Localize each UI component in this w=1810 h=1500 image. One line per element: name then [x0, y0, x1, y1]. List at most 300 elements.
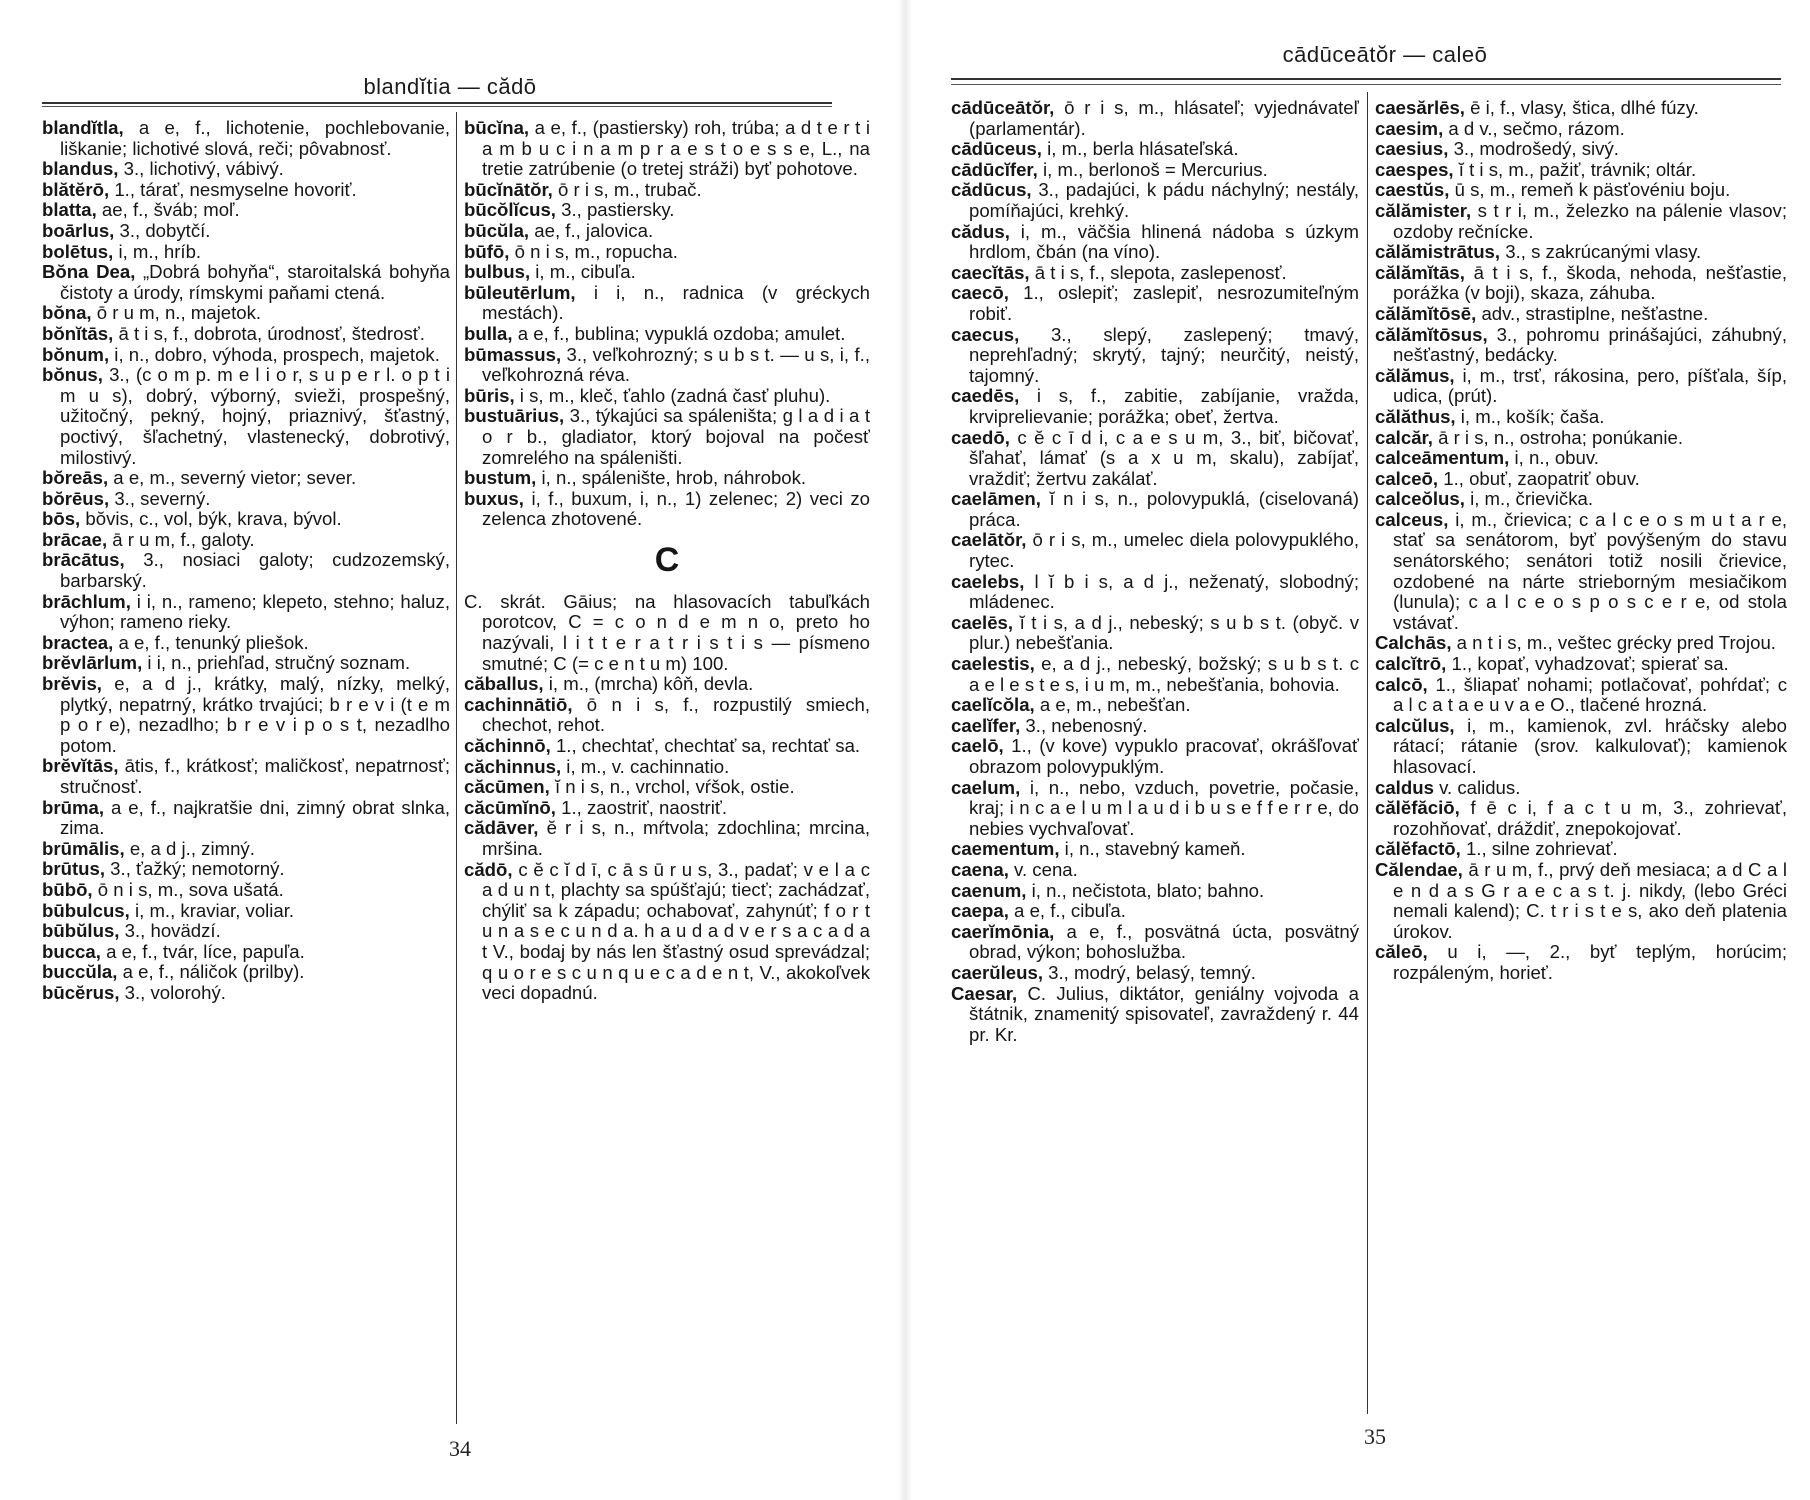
entry-definition: a e, f., bublina; vypuklá ozdoba; amulet. — [512, 322, 846, 344]
dictionary-entry — [1375, 675, 1787, 716]
entry-definition: a e, m., severný vietor; sever. — [108, 467, 357, 489]
dictionary-entry — [464, 283, 870, 324]
entry-headword: brĕvĭtās, — [42, 755, 119, 777]
dictionary-entry — [464, 262, 870, 283]
entry-headword: bŏreās, — [42, 467, 109, 489]
entry-definition: ā r i s, n., ostroha; ponúkanie. — [1432, 426, 1684, 448]
dictionary-entry — [951, 736, 1359, 777]
dictionary-entry — [951, 716, 1359, 737]
dictionary-entry — [1375, 407, 1787, 428]
entry-definition: 3., padajúci, k pádu náchylný; nestály, pomíňajúci, krehký. — [969, 179, 1359, 221]
entry-definition: c ĕ c ĭ d ī, c ā s ū r u s, 3., padať; v e l a c a d u n t, plachty sa spúšťajú; tiecť; zachádzať, chýliť sa k západu; ochabovať, zahynúť; f o r t u n a s e c u n d a. h a u d a d v e r s a c a d a t V., bodaj by nás len šťastný osud sprevádzal; q u o r e s c u n q u e c a d e n t, V., akokoľvek veci dopadnú. — [482, 858, 870, 1004]
dictionary-entry — [1375, 263, 1787, 304]
entry-headword: caestŭs, — [1375, 179, 1450, 201]
entry-headword: cādūceus, — [951, 138, 1042, 160]
entry-definition: i i, n., priehľad, stručný soznam. — [142, 652, 411, 674]
entry-headword: blatta, — [42, 199, 97, 221]
entry-headword: calceāmentum, — [1375, 447, 1510, 469]
entry-definition: i, m., kamienok, zvl. hráčsky alebo rátací; rátanie (srov. kalkulovať); kamienok hlasovací. — [1393, 714, 1787, 777]
entry-headword: caelestis, — [951, 653, 1035, 675]
left-column-1 — [42, 118, 450, 1418]
entry-definition: ō r i s, m., trubač. — [552, 178, 702, 200]
entry-headword: căcūmen, — [464, 776, 550, 798]
right-running-head: cādūceātŏr — caleō — [1282, 42, 1488, 67]
entry-definition: a n t i s, m., veštec grécky pred Trojou. — [1451, 632, 1776, 654]
entry-definition: 1., tárať, nesmyselne hovoriť. — [109, 178, 357, 200]
entry-definition: 3., týkajúci sa spáleništa; g l a d i a t o r b., gladiator, ktorý bojoval na počesť zomrelého na spáleništi. — [482, 405, 870, 468]
entry-headword: călăthus, — [1375, 405, 1456, 427]
left-column-2-c-entries — [464, 592, 870, 1004]
dictionary-entry — [951, 530, 1359, 571]
dictionary-entry — [951, 901, 1359, 922]
left-column-2-b-entries — [464, 118, 870, 530]
entry-headword: caerŭleus, — [951, 961, 1043, 983]
entry-definition: i, n., nebo, vzduch, povetrie, počasie, kraj; i n c a e l u m l a u d i b u s e f f e r r e, do nebies vychvaľovať. — [969, 776, 1359, 839]
entry-definition: ō r u m, n., majetok. — [91, 302, 262, 324]
right-page-number: 35 — [1364, 1424, 1386, 1449]
entry-headword: blătĕrō, — [42, 178, 110, 200]
entry-headword: căchinnus, — [464, 755, 562, 777]
dictionary-entry — [1375, 98, 1787, 119]
entry-headword: būmassus, — [464, 343, 562, 365]
dictionary-entry — [42, 962, 450, 983]
dictionary-entry — [1375, 160, 1787, 181]
dictionary-entry — [951, 98, 1359, 139]
entry-definition: ā r u m, f., galoty. — [107, 528, 255, 550]
dictionary-entry — [464, 489, 870, 530]
dictionary-entry — [464, 468, 870, 489]
entry-definition: e, a d j., nebeský, božský; s u b s t. c a e l e s t e s, i u m, m., nebešťania, bohovia. — [969, 653, 1359, 695]
dictionary-entry — [42, 468, 450, 489]
entry-definition: i, m., trsť, rákosina, pero, píšťala, šíp, udica, (prút). — [1393, 364, 1787, 407]
dictionary-entry — [42, 530, 450, 551]
entry-definition: i, m., kraviar, voliar. — [129, 899, 295, 921]
entry-headword: calcō, — [1375, 673, 1428, 695]
dictionary-entry — [1375, 510, 1787, 634]
dictionary-entry — [42, 942, 450, 963]
entry-headword: brĕvis, — [42, 673, 102, 695]
entry-definition: i, f., buxum, i, n., 1) zelenec; 2) veci zo zelenca zhotovené. — [482, 487, 870, 530]
dictionary-entry — [1375, 489, 1787, 510]
entry-definition: C. Julius, diktátor, geniálny vojvoda a štátnik, znamenitý spisovateľ, zavraždený r. 44 pr. Kr. — [969, 982, 1359, 1045]
entry-headword: cădāver, — [464, 817, 539, 839]
entry-definition: i, m., košík; čaša. — [1455, 405, 1605, 427]
entry-definition: i i, n., rameno; klepeto, stehno; haluz, výhon; rameno rieky. — [60, 590, 450, 633]
dictionary-entry — [42, 756, 450, 797]
entry-definition: ae, f., šváb; moľ. — [96, 199, 240, 221]
entry-headword: caelum, — [951, 776, 1021, 798]
left-column-2 — [464, 118, 870, 1418]
dictionary-entry — [1375, 242, 1787, 263]
entry-definition: ā t i s, f., škoda, nehoda, nešťastie, porážka (v boji), skaza, záhuba. — [1393, 261, 1787, 304]
entry-headword: caelebs, — [951, 570, 1025, 592]
entry-headword: caelō, — [951, 735, 1004, 757]
entry-definition: a e, f., (pastiersky) roh, trúba; a d t e r t i a m b u c i n a m p r a e s t o e s s e, L., na tretie zatrúbenie (o tretej stráži) byť pohotove. — [482, 118, 870, 180]
entry-definition: ae, f., jalovica. — [529, 219, 654, 241]
dictionary-entry — [951, 428, 1359, 490]
entry-headword: calcŭlus, — [1375, 714, 1455, 736]
entry-definition: ō r i s, m., hlásateľ; vyjednávateľ (parlamentár). — [969, 98, 1359, 139]
entry-definition: i, m., črievica; c a l c e o s m u t a r e, stať sa senátorom, byť povýšeným do stavu senátorského; senátori totiž nosili črievice, ozdobené na nárte strieborným mesiačikom (lunula); c a l c e o s p o s c e r e, od stola vstávať. — [1393, 508, 1787, 633]
dictionary-entry — [1375, 839, 1787, 860]
entry-definition: 3., volorohý. — [119, 981, 226, 1003]
dictionary-entry — [42, 159, 450, 180]
dictionary-entry — [464, 592, 870, 674]
entry-definition: ā t i s, f., slepota, zaslepenosť. — [1029, 261, 1287, 283]
entry-headword: călămistrātus, — [1375, 241, 1501, 263]
entry-headword: bŏna, — [42, 302, 92, 324]
dictionary-entry — [951, 860, 1359, 881]
dictionary-entry — [951, 489, 1359, 530]
entry-headword: călămĭtōsē, — [1375, 302, 1477, 324]
entry-definition: 3., pastiersky. — [555, 199, 675, 221]
dictionary-entry — [42, 489, 450, 510]
entry-definition: 3., dobytčí. — [114, 219, 211, 241]
entry-definition: i, n., spálenište, hrob, náhrobok. — [536, 467, 807, 489]
entry-headword: boārlus, — [42, 219, 115, 241]
entry-definition: a e, f., náličok (prilby). — [117, 961, 305, 983]
dictionary-entry — [1375, 366, 1787, 407]
dictionary-entry — [464, 324, 870, 345]
entry-definition: a e, f., tenunký pliešok. — [113, 631, 309, 653]
entry-headword: būbŭlus, — [42, 920, 120, 942]
entry-definition: i, m., črievička. — [1464, 488, 1594, 510]
entry-definition: 1., oslepiť; zaslepiť, nesrozumiteľným robiť. — [969, 282, 1359, 324]
right-column-divider — [1367, 92, 1368, 1414]
entry-headword: bŏnĭtās, — [42, 322, 114, 344]
left-page-number: 34 — [449, 1436, 471, 1461]
dictionary-entry — [951, 881, 1359, 902]
dictionary-entry — [42, 324, 450, 345]
entry-headword: caecus, — [951, 323, 1020, 345]
entry-definition: „Dobrá bohyňa“, staroitalská bohyňa čistoty a úrody, rímskymi paňami ctená. — [60, 261, 450, 303]
entry-headword: căballus, — [464, 673, 544, 695]
entry-headword: caecĭtās, — [951, 261, 1030, 283]
entry-definition: i, m., berla hlásateľská. — [1041, 138, 1239, 160]
dictionary-entry — [1375, 798, 1787, 839]
dictionary-entry — [42, 880, 450, 901]
dictionary-entry — [1375, 119, 1787, 140]
entry-headword: brĕvlārlum, — [42, 652, 143, 674]
entry-headword: bŏrēus, — [42, 487, 110, 509]
entry-definition: 3., ťažký; nemotorný. — [105, 858, 285, 880]
right-page — [905, 0, 1810, 1500]
entry-headword: bustum, — [464, 467, 537, 489]
entry-definition: adv., strastiplne, nešťastne. — [1476, 302, 1709, 324]
entry-headword: bŏnus, — [42, 364, 103, 386]
entry-definition: s t r i, m., železko na pálenie vlasov; ozdoby rečnícke. — [1393, 199, 1787, 242]
entry-definition: 3., veľkohrozný; s u b s t. — u s, i, f., veľkohrozná réva. — [482, 343, 870, 386]
dictionary-entry — [464, 798, 870, 819]
dictionary-entry — [951, 325, 1359, 387]
entry-headword: būcŏlĭcus, — [464, 199, 556, 221]
entry-headword: būcĕrus, — [42, 981, 120, 1003]
dictionary-entry — [464, 242, 870, 263]
entry-definition: 3., pohromu prinášajúci, záhubný, nešťastný, bedácky. — [1393, 323, 1787, 366]
entry-headword: brācātus, — [42, 549, 125, 571]
dictionary-entry — [42, 633, 450, 654]
dictionary-entry — [1375, 778, 1787, 799]
dictionary-entry — [42, 901, 450, 922]
dictionary-entry — [1375, 469, 1787, 490]
dictionary-entry — [951, 160, 1359, 181]
entry-definition: a e, f., lichotenie, pochlebovanie, liškanie; lichotivé slová, reči; pôvabnosť. — [60, 118, 450, 159]
entry-headword: călămister, — [1375, 199, 1472, 221]
entry-definition: a e, m., nebešťan. — [1034, 694, 1191, 716]
entry-definition: f ē c i, f a c t u m, 3., zohrievať, rozohňovať, dráždiť, znepokojovať. — [1393, 797, 1787, 839]
dictionary-entry — [42, 200, 450, 221]
entry-definition: 3., modrý, belasý, temný. — [1043, 961, 1256, 983]
dictionary-entry — [42, 118, 450, 159]
entry-definition: u i, —, 2., byť teplým, horúcim; rozpáleným, horieť. — [1393, 941, 1787, 983]
entry-headword: caelĭcŏla, — [951, 694, 1035, 716]
entry-definition: i, m., hríb. — [113, 240, 202, 262]
entry-definition: i, m., väčšia hlinená nádoba s úzkym hrdlom, čbán (na víno). — [969, 220, 1359, 263]
entry-headword: caldus — [1375, 776, 1434, 798]
dictionary-entry — [42, 345, 450, 366]
dictionary-entry — [1375, 716, 1787, 778]
entry-definition: 3., slepý, zaslepený; tmavý, neprehľadný; skrytý, tajný; neurčitý, neistý, tajomný. — [969, 323, 1359, 386]
entry-headword: bŏnum, — [42, 343, 110, 365]
entry-definition: 3., hovädzí. — [119, 920, 221, 942]
dictionary-entry — [42, 550, 450, 591]
entry-definition: i, n., stavebný kameň. — [1059, 838, 1246, 860]
entry-headword: blandĭtla, — [42, 118, 124, 138]
entry-definition: i, n., obuv. — [1509, 447, 1599, 469]
entry-definition: 3., (c o m p. m e l i o r, s u p e r l. o p t i m u s), dobrý, výborný, svieži, prospešný, užitočný, pekný, hojný, priaznivý, šťastný, poctivý, šľachetný, vlastenecký, dobrotivý, milostivý. — [60, 364, 450, 468]
dictionary-entry — [42, 365, 450, 468]
dictionary-entry — [42, 653, 450, 674]
entry-headword: caelāmen, — [951, 488, 1041, 510]
entry-definition: ō r i s, m., umelec diela polovypuklého, rytec. — [969, 529, 1359, 572]
entry-definition: i, m., cibuľa. — [530, 261, 636, 283]
entry-headword: calceus, — [1375, 508, 1449, 530]
dictionary-entry — [1375, 654, 1787, 675]
dictionary-entry — [1375, 325, 1787, 366]
entry-headword: caelēs, — [951, 611, 1014, 633]
dictionary-entry — [951, 984, 1359, 1046]
entry-definition: bŏvis, c., vol, býk, krava, bývol. — [80, 508, 342, 530]
dictionary-entry — [1375, 201, 1787, 242]
entry-headword: calceō, — [1375, 467, 1439, 489]
dictionary-entry — [464, 221, 870, 242]
entry-headword: būleutērlum, — [464, 281, 576, 303]
entry-headword: calceŏlus, — [1375, 488, 1465, 510]
dictionary-entry — [42, 242, 450, 263]
entry-definition: 1., šliapať nohami; potlačovať, pohŕdať; c a l c a t a e u v a e O., tlačené hrozná. — [1393, 673, 1787, 716]
entry-headword: brācae, — [42, 528, 108, 550]
entry-headword: caelĭfer, — [951, 714, 1021, 736]
entry-headword: cădō, — [464, 858, 513, 880]
entry-definition: ū s, m., remeň k päsťovéniu boju. — [1449, 179, 1731, 201]
section-letter-heading: C — [654, 540, 680, 579]
dictionary-entry — [42, 921, 450, 942]
entry-headword: bustuārius, — [464, 405, 565, 427]
dictionary-entry — [464, 860, 870, 1004]
entry-headword: būfō, — [464, 240, 510, 262]
dictionary-entry — [464, 674, 870, 695]
entry-headword: buccŭla, — [42, 961, 118, 983]
entry-definition: i, n., nečistota, blato; bahno. — [1026, 879, 1265, 901]
entry-headword: buxus, — [464, 487, 524, 509]
dictionary-entry — [1375, 180, 1787, 201]
dictionary-entry — [464, 695, 870, 736]
entry-headword: Calchās, — [1375, 632, 1452, 654]
entry-definition: C. skrát. Gāius; na hlasovacích tabuľkách porotcov, C = c o n d e m n o, preto ho nazývali, l i t t e r a t r i s t i s — písmeno smutné; C (= c e n t u m) 100. — [464, 590, 870, 674]
entry-headword: cādūcĭfer, — [951, 158, 1038, 180]
dictionary-entry — [464, 406, 870, 468]
entry-definition: a e, f., najkratšie dni, zimný obrat slnka, zima. — [60, 796, 450, 839]
entry-definition: ĭ n i s, n., vrchol, vŕšok, ostie. — [549, 776, 795, 798]
entry-definition: a d v., sečmo, rázom. — [1443, 117, 1625, 139]
dictionary-entry — [464, 818, 870, 859]
dictionary-entry — [1375, 448, 1787, 469]
entry-definition: ē i, f., vlasy, štica, dlhé fúzy. — [1464, 98, 1699, 118]
entry-headword: blandus, — [42, 158, 119, 180]
dictionary-entry — [464, 757, 870, 778]
entry-headword: caementum, — [951, 838, 1060, 860]
dictionary-entry — [464, 386, 870, 407]
entry-definition: l ĭ b i s, a d j., neženatý, slobodný; mládenec. — [969, 570, 1359, 613]
dictionary-entry — [951, 922, 1359, 963]
entry-headword: caesărlēs, — [1375, 98, 1465, 118]
dictionary-entry — [42, 839, 450, 860]
entry-headword: brāchlum, — [42, 590, 131, 612]
entry-headword: cădūcus, — [951, 179, 1032, 201]
entry-definition: 3., s zakrúcanými vlasy. — [1500, 241, 1702, 263]
entry-definition: ĭ t i s, a d j., nebeský; s u b s t. (obyč. v plur.) nebešťania. — [969, 611, 1359, 654]
entry-definition: 3., nebenosný. — [1020, 714, 1148, 736]
dictionary-entry — [951, 283, 1359, 324]
dictionary-entry — [951, 613, 1359, 654]
dictionary-entry — [951, 139, 1359, 160]
entry-headword: bolētus, — [42, 240, 114, 262]
entry-definition: ō n i s, m., ropucha. — [509, 240, 678, 262]
entry-definition: 1., zaostriť, naostriť. — [555, 796, 727, 818]
entry-headword: būbulcus, — [42, 899, 130, 921]
entry-definition: i, m., berlonoš = Mercurius. — [1037, 158, 1268, 180]
entry-definition: 1., silne zohrievať. — [1460, 838, 1618, 860]
entry-definition: ā r u m, f., prvý deň mesiaca; a d C a l e n d a s G r a e c a s t. j. nikdy, (lebo Gréci nemali kalend); C. t r i s t e s, ako deň platenia úrokov. — [1393, 858, 1787, 942]
entry-headword: bulbus, — [464, 261, 531, 283]
entry-headword: brūmālis, — [42, 837, 125, 859]
dictionary-entry — [42, 798, 450, 839]
entry-headword: Călendae, — [1375, 858, 1463, 880]
entry-headword: brūtus, — [42, 858, 106, 880]
entry-headword: caesim, — [1375, 117, 1444, 139]
entry-definition: i, m., (mrcha) kôň, devla. — [543, 673, 754, 695]
dictionary-entry — [42, 859, 450, 880]
entry-headword: caedēs, — [951, 385, 1020, 407]
dictionary-entry — [42, 180, 450, 201]
entry-headword: caenum, — [951, 879, 1027, 901]
entry-definition: i s, f., zabitie, zabíjanie, vražda, krviprelievanie; porážka; obeť, žertva. — [969, 385, 1359, 427]
entry-headword: caerĭmōnia, — [951, 920, 1055, 942]
entry-definition: ātis, f., krátkosť; maličkosť, nepatrnosť; stručnosť. — [60, 755, 450, 797]
entry-headword: būcŭla, — [464, 219, 530, 241]
entry-headword: bucca, — [42, 940, 101, 962]
entry-definition: 1., chechtať, chechtať sa, rechtať sa. — [550, 735, 861, 757]
left-header-rule — [42, 102, 832, 104]
dictionary-entry — [1375, 942, 1787, 983]
dictionary-entry — [951, 839, 1359, 860]
dictionary-entry — [951, 778, 1359, 840]
dictionary-entry — [42, 509, 450, 530]
left-column-divider — [456, 112, 457, 1424]
entry-headword: bōs, — [42, 508, 81, 530]
entry-definition: e, a d j., krátky, malý, nízky, melký, plytký, nepatrný, krátko trvajúci; b r e v i (t e m p o r e), nezadlho; b r e v i p o s t, nezadlho potom. — [60, 673, 450, 756]
entry-definition: ĕ r i s, n., mŕtvola; zdochlina; mrcina, mršina. — [482, 817, 870, 859]
entry-definition: 3., modrošedý, sivý. — [1448, 138, 1619, 160]
left-header-rule-thin — [42, 106, 832, 107]
entry-headword: caena, — [951, 858, 1009, 880]
entry-definition: a e, f., cibuľa. — [1008, 900, 1126, 922]
entry-headword: călămĭtās, — [1375, 261, 1465, 283]
entry-definition: i i, n., radnica (v gréckych mestách). — [482, 281, 870, 324]
entry-definition: 1., obuť, zaopatriť obuv. — [1438, 467, 1640, 489]
entry-definition: ā t i s, f., dobrota, úrodnosť, štedrosť. — [113, 322, 425, 344]
entry-definition: i, m., v. cachinnatio. — [561, 755, 730, 777]
dictionary-entry — [951, 572, 1359, 613]
entry-definition: v. calidus. — [1433, 776, 1521, 798]
entry-headword: călămus, — [1375, 364, 1455, 386]
entry-definition: v. cena. — [1008, 858, 1078, 880]
dictionary-entry — [951, 222, 1359, 263]
dictionary-entry — [1375, 428, 1787, 449]
entry-headword: căchinnō, — [464, 735, 551, 757]
entry-headword: călĕfactō, — [1375, 838, 1461, 860]
entry-headword: būbō, — [42, 878, 93, 900]
entry-headword: călămĭtōsus, — [1375, 323, 1488, 345]
dictionary-entry — [951, 180, 1359, 221]
entry-definition: e, a d j., zimný. — [124, 837, 255, 859]
entry-headword: calcăr, — [1375, 426, 1433, 448]
entry-definition: c ĕ c ī d i, c a e s u m, 3., biť, bičovať, šľahať, lámať (s a x u m, skalu), zabíjať, vraždiť; žertvu zakálať. — [969, 426, 1359, 489]
dictionary-entry — [464, 118, 870, 180]
entry-headword: brūma, — [42, 796, 104, 818]
dictionary-entry — [464, 200, 870, 221]
entry-headword: căcūmĭnō, — [464, 796, 556, 818]
entry-headword: bractea, — [42, 631, 114, 653]
entry-definition: 1., (v kove) vypuklo pracovať, okrášľovať obrazom polovypuklým. — [969, 735, 1359, 777]
entry-headword: cădus, — [951, 220, 1010, 242]
right-header-rule-thin — [951, 84, 1781, 85]
entry-headword: būcĭnātŏr, — [464, 178, 553, 200]
dictionary-entry — [42, 674, 450, 756]
dictionary-entry — [951, 263, 1359, 284]
entry-definition: 3., lichotivý, vábivý. — [118, 158, 284, 180]
dictionary-entry — [1375, 860, 1787, 942]
dictionary-entry — [464, 180, 870, 201]
entry-headword: Bŏna Dea, — [42, 261, 136, 283]
dictionary-entry — [464, 345, 870, 386]
entry-definition: a e, f., tvár, líce, papuľa. — [100, 940, 305, 962]
entry-headword: cachinnātiō, — [464, 693, 573, 715]
entry-headword: caepa, — [951, 900, 1009, 922]
entry-headword: cādūceātŏr, — [951, 98, 1055, 118]
entry-definition: i, n., dobro, výhoda, prospech, majetok. — [109, 343, 440, 365]
entry-headword: caelātŏr, — [951, 529, 1027, 551]
dictionary-entry — [42, 221, 450, 242]
entry-headword: caespes, — [1375, 158, 1454, 180]
entry-headword: calcĭtrō, — [1375, 653, 1447, 675]
dictionary-entry — [42, 592, 450, 633]
dictionary-entry — [1375, 633, 1787, 654]
dictionary-entry — [42, 983, 450, 1004]
right-header-rule — [951, 78, 1781, 80]
entry-definition: ō n i s, m., sova ušatá. — [92, 878, 284, 900]
entry-headword: būris, — [464, 384, 515, 406]
